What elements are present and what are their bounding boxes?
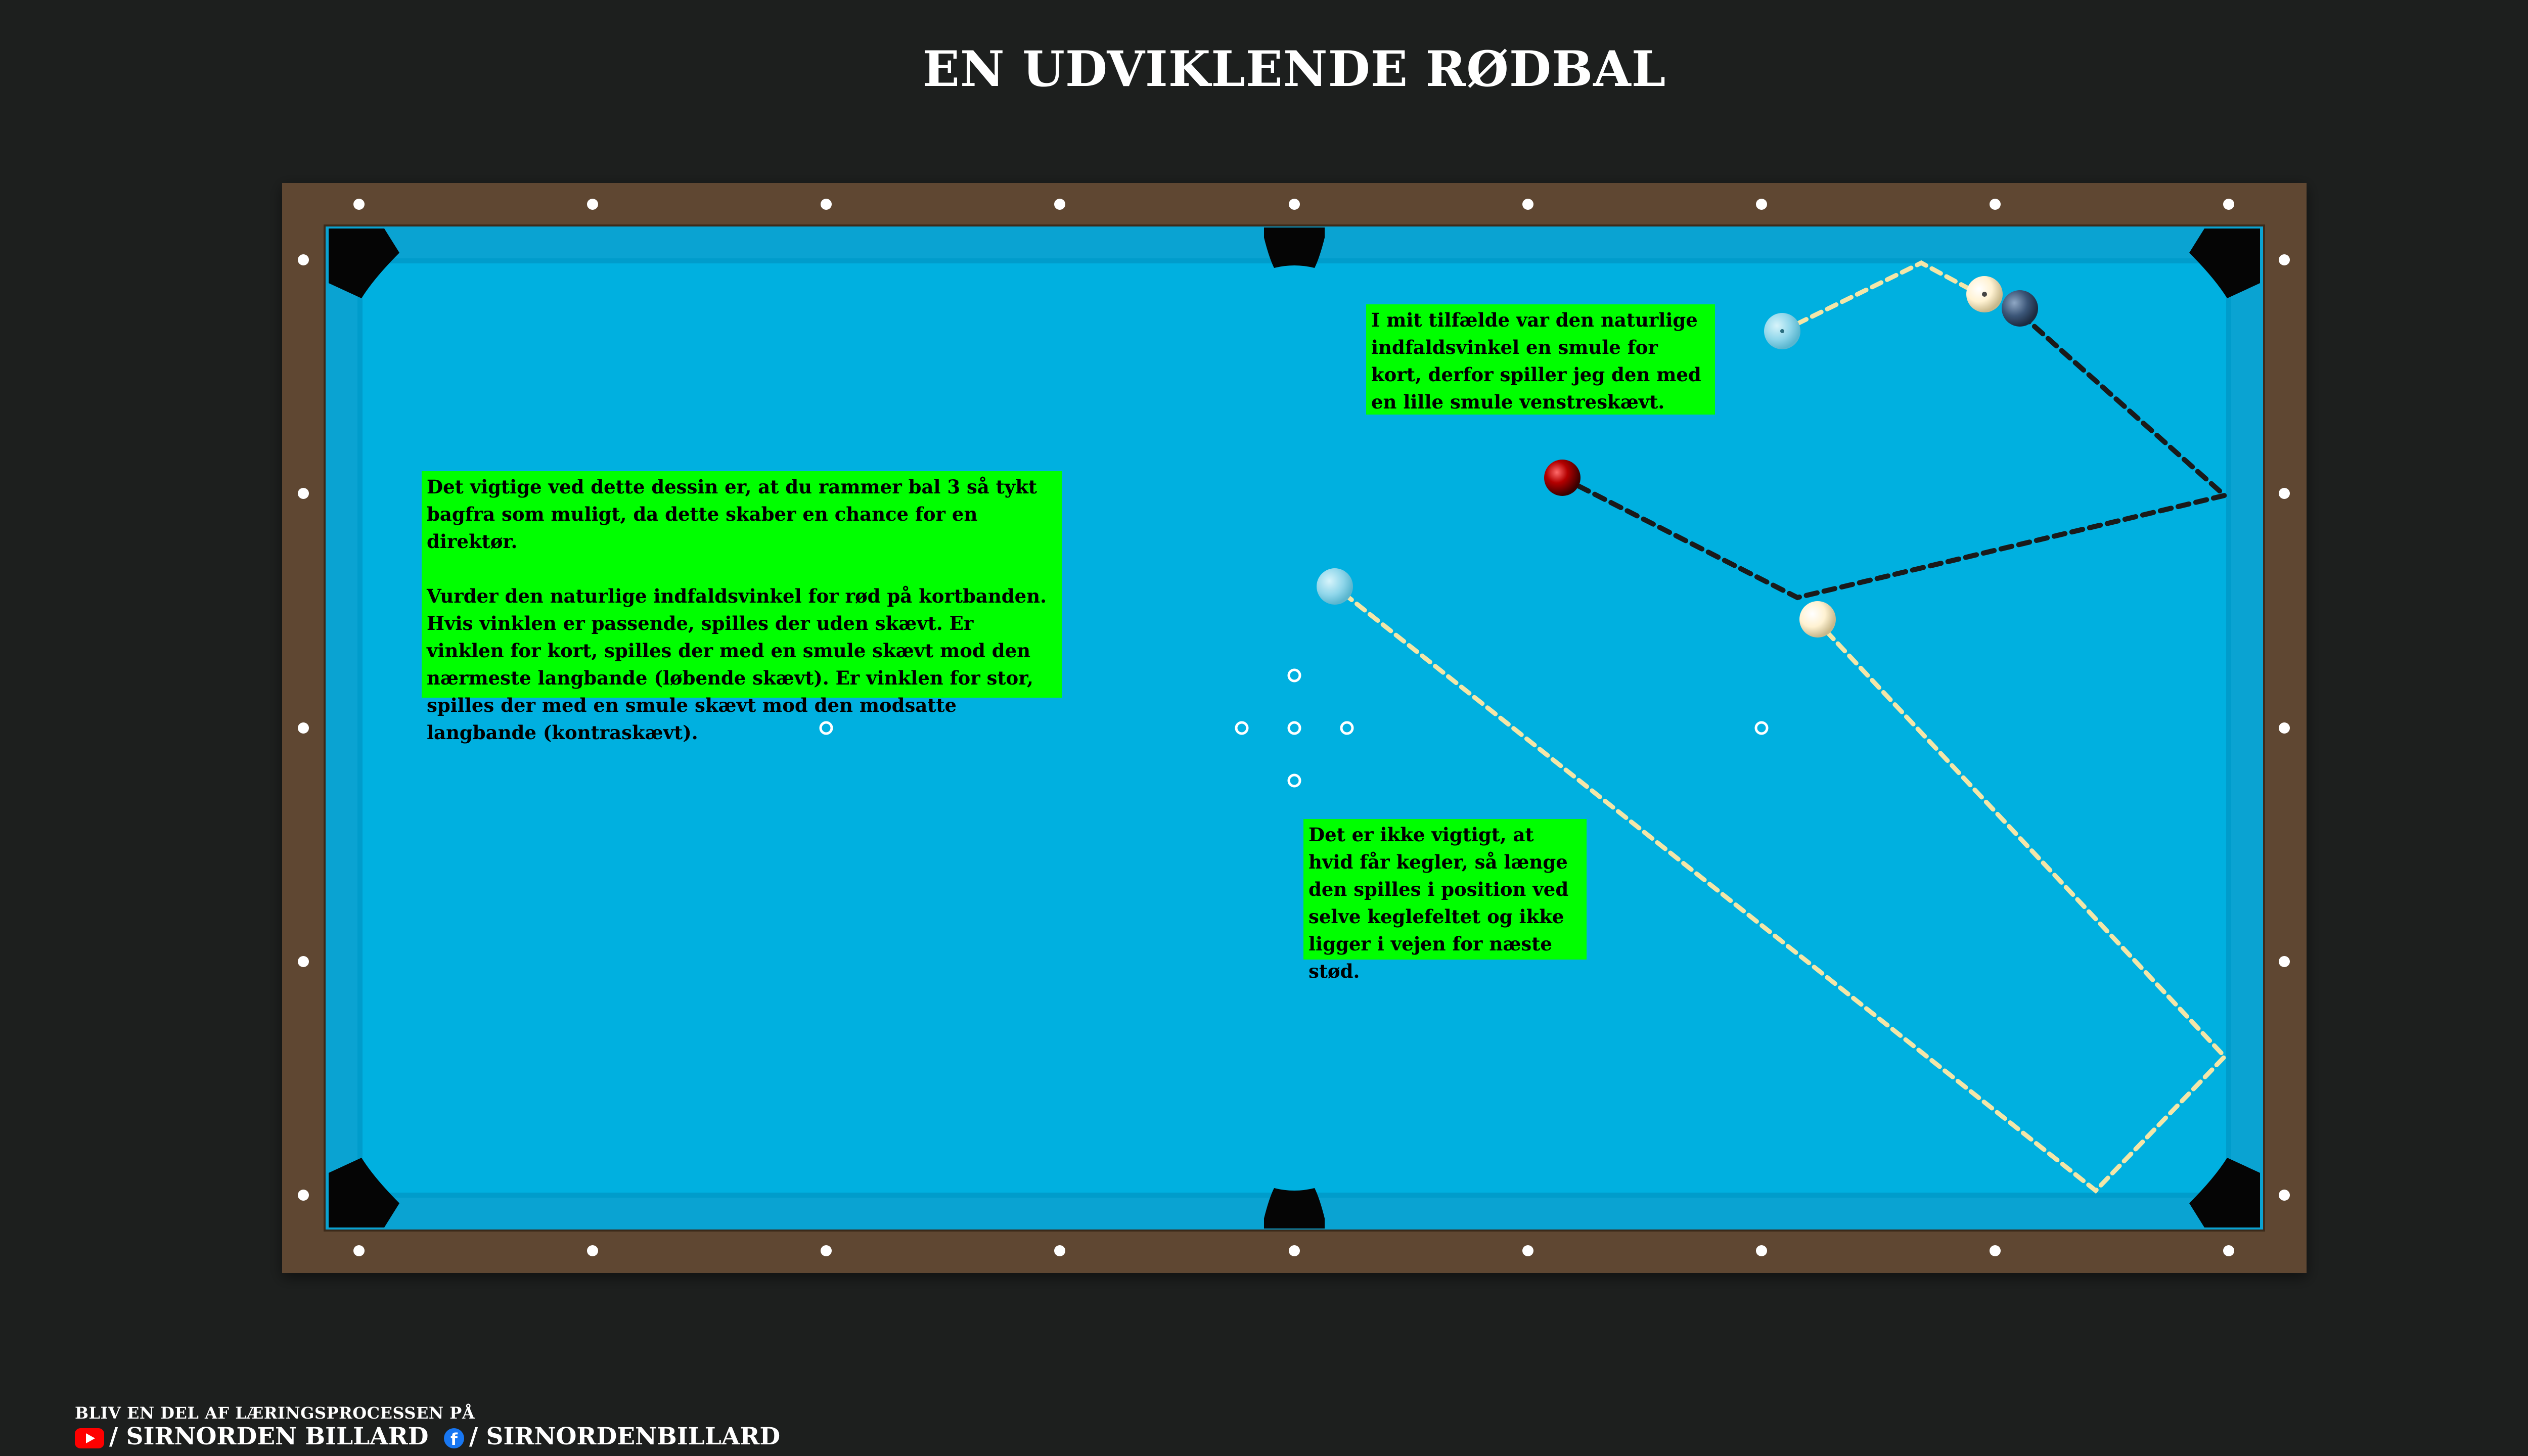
diamond — [1756, 199, 1767, 210]
diamond — [2279, 488, 2290, 499]
note-main: Det vigtige ved dette dessin er, at du rammer bal 3 så tykt bagfra som muligt, da dette skaber en chance for en direktør. Vurder den naturlige indfaldsvinkel for rød på kortbanden. Hvis vinklen er passende, spilles der uden skævt. Er vinklen for kort, spilles der med en smule skævt mod den nærmeste langbande (løbende skævt). Er vinklen for stor, spilles der med en smule skævt mod den modsatte langbande (kontraskævt). — [422, 471, 1062, 698]
diamond — [298, 956, 309, 967]
diamond — [2223, 1245, 2234, 1256]
diamond — [821, 1245, 832, 1256]
diamond — [1289, 1245, 1300, 1256]
white-ball-final-center — [1982, 292, 1987, 297]
red-ball — [1544, 460, 1581, 496]
diamond — [298, 488, 309, 499]
diamond — [298, 254, 309, 265]
youtube-link[interactable] — [75, 1423, 428, 1450]
footer — [75, 1403, 781, 1450]
pocket-bottom-middle — [1264, 1188, 1325, 1228]
diamond — [587, 199, 598, 210]
youtube-label: / SIRNORDEN BILLARD — [109, 1423, 429, 1450]
ghost-ball-start — [1317, 568, 1353, 605]
diamond — [353, 1245, 365, 1256]
diamond — [821, 199, 832, 210]
facebook-icon: f — [444, 1428, 464, 1448]
diamond — [1289, 199, 1300, 210]
diamond — [1990, 199, 2001, 210]
diamond — [1756, 1245, 1767, 1256]
ghost-ball-center — [1780, 329, 1784, 333]
white-ball — [1799, 601, 1836, 638]
diamond — [1522, 199, 1533, 210]
diamond — [587, 1245, 598, 1256]
note-top-right: I mit tilfælde var den naturlige indfaldsvinkel en smule for kort, derfor spiller jeg den med en lille smule venstreskævt. — [1366, 304, 1715, 415]
page-title: EN UDVIKLENDE RØDBAL — [922, 40, 1666, 98]
diamond — [1054, 199, 1065, 210]
diamond — [298, 722, 309, 734]
diamond — [353, 199, 365, 210]
diamond — [2279, 254, 2290, 265]
footer-tagline: BLIV EN DEL AF LÆRINGSPROCESSEN PÅ — [75, 1403, 475, 1423]
diamond — [2279, 1190, 2290, 1201]
facebook-link[interactable] — [444, 1423, 780, 1450]
diamond — [1054, 1245, 1065, 1256]
diamond — [2223, 199, 2234, 210]
pocket-top-middle — [1264, 228, 1325, 268]
diamond — [1990, 1245, 2001, 1256]
diamond — [2279, 956, 2290, 967]
dark-blue-ball — [2002, 290, 2038, 327]
diamond — [1522, 1245, 1533, 1256]
facebook-label: / SIRNORDENBILLARD — [469, 1423, 781, 1450]
note-bottom: Det er ikke vigtigt, at hvid får kegler, så længe den spilles i position ved selve keglefeltet og ikke ligger i vejen for næste stød. — [1303, 819, 1587, 960]
youtube-icon — [75, 1428, 104, 1448]
diamond — [298, 1190, 309, 1201]
diamond — [2279, 722, 2290, 734]
